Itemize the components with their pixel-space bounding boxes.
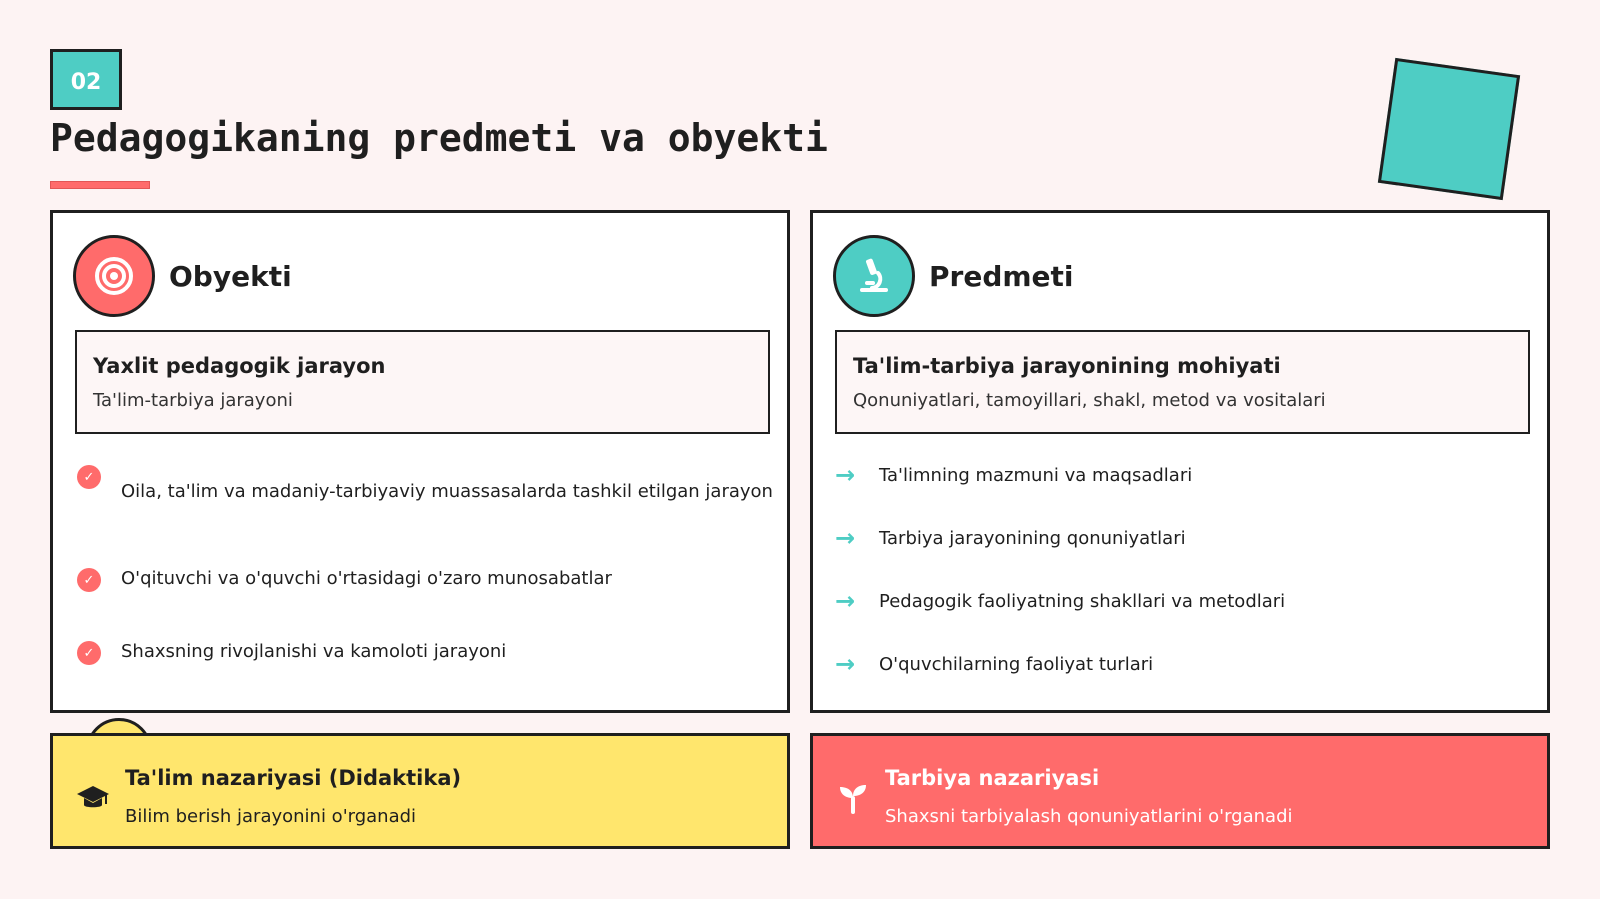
object-definition-title: Yaxlit pedagogik jarayon — [93, 354, 386, 378]
object-panel-title: Obyekti — [169, 259, 292, 293]
subject-panel-title: Predmeti — [929, 259, 1074, 293]
list-item — [835, 526, 1186, 550]
graduation-cap-icon — [75, 780, 111, 816]
seedling-icon — [835, 780, 871, 816]
upbringing-card — [810, 733, 1550, 849]
arrow-right-icon: → — [835, 461, 856, 489]
microscope-icon — [833, 235, 915, 317]
list-item-text: Tarbiya jarayonining qonuniyatlari — [879, 527, 1186, 549]
list-item-text: Pedagogik faoliyatning shakllari va metodlari — [879, 590, 1286, 612]
check-icon: ✓ — [77, 465, 101, 489]
slide-number-badge: 02 — [50, 49, 122, 110]
didactics-card — [50, 733, 790, 849]
subject-definition-title: Ta'lim-tarbiya jarayonining mohiyati — [853, 354, 1281, 378]
upbringing-card-title: Tarbiya nazariyasi — [885, 766, 1100, 790]
list-item-text: Shaxsning rivojlanishi va kamoloti jarayoni — [121, 641, 507, 662]
subject-definition-box — [835, 330, 1530, 434]
didactics-card-title: Ta'lim nazariyasi (Didaktika) — [125, 766, 462, 790]
list-item-text: Oila, ta'lim va madaniy-tarbiyaviy muassasalarda tashkil etilgan jarayon — [121, 481, 773, 502]
arrow-right-icon: → — [835, 650, 856, 678]
list-item — [835, 652, 1153, 676]
title-underline — [50, 181, 150, 189]
list-item-text: O'quvchilarning faoliyat turlari — [879, 653, 1154, 675]
upbringing-card-subtitle: Shaxsni tarbiyalash qonuniyatlarini o'rganadi — [885, 806, 1293, 827]
object-definition-subtitle: Ta'lim-tarbiya jarayoni — [93, 390, 293, 411]
list-item-text: O'qituvchi va o'quvchi o'rtasidagi o'zaro munosabatlar — [121, 568, 612, 589]
check-icon: ✓ — [77, 641, 101, 665]
target-icon — [73, 235, 155, 317]
subject-panel — [810, 210, 1550, 713]
object-panel — [50, 210, 790, 713]
page-title: Pedagogikaning predmeti va obyekti — [50, 116, 828, 160]
list-item — [835, 589, 1285, 613]
subject-definition-subtitle: Qonuniyatlari, tamoyillari, shakl, metod va vositalari — [853, 390, 1326, 411]
subject-panel-header — [833, 235, 1074, 317]
decorative-square — [1378, 58, 1520, 200]
arrow-right-icon: → — [835, 587, 856, 615]
check-icon: ✓ — [77, 568, 101, 592]
list-item — [77, 568, 612, 592]
list-item — [77, 465, 773, 502]
object-definition-box — [75, 330, 770, 434]
object-panel-header — [73, 235, 292, 317]
list-item-text: Ta'limning mazmuni va maqsadlari — [879, 464, 1193, 486]
arrow-right-icon: → — [835, 524, 856, 552]
list-item — [77, 641, 506, 665]
didactics-card-subtitle: Bilim berish jarayonini o'rganadi — [125, 806, 417, 827]
list-item — [835, 463, 1192, 487]
